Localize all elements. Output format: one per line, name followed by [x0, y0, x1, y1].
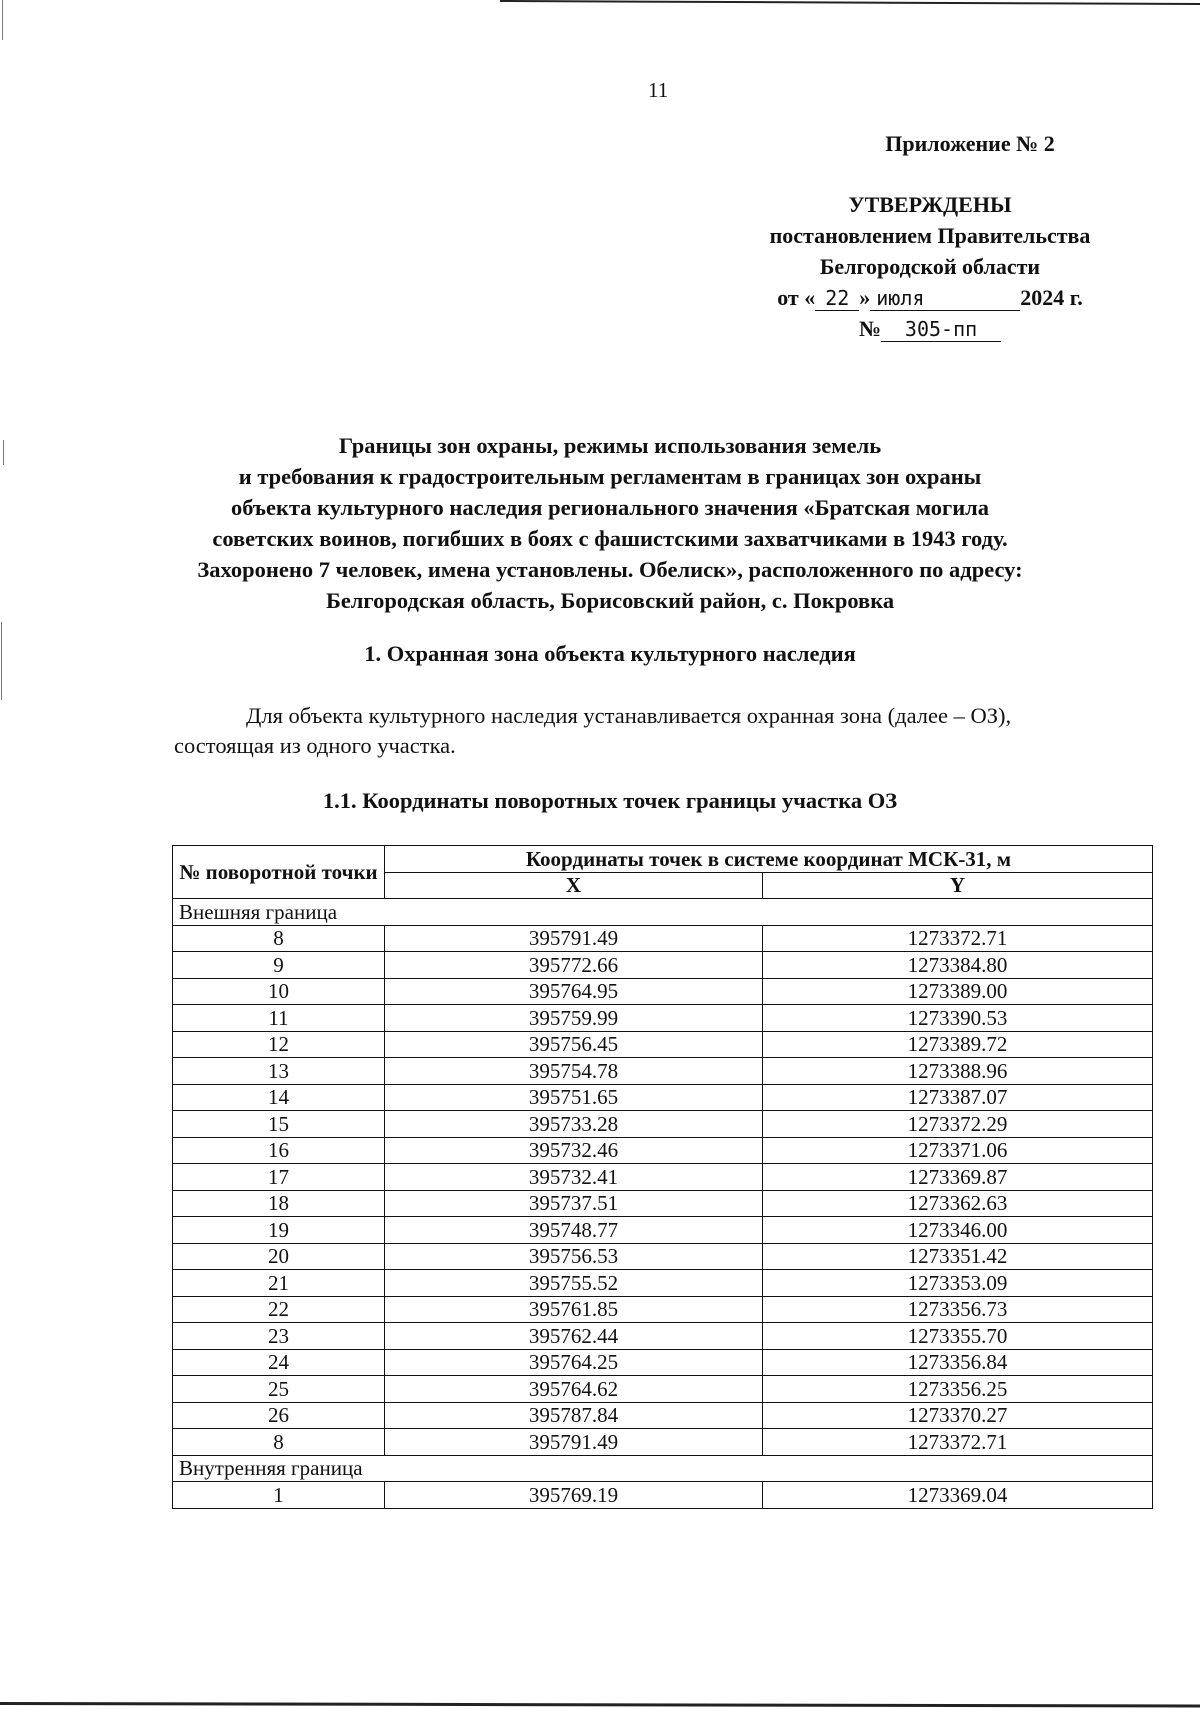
cell-point: 15: [173, 1111, 385, 1138]
cell-point: 8: [173, 1429, 385, 1456]
group-outer-boundary: Внешняя граница: [173, 899, 1153, 926]
cell-y: 1273369.87: [763, 1164, 1153, 1191]
table-row: [173, 925, 1153, 952]
table-row: [173, 1058, 1153, 1085]
table-row: [173, 952, 1153, 979]
group-inner-boundary: Внутренняя граница: [173, 1455, 1153, 1482]
table-row: [173, 1031, 1153, 1058]
table-row: [173, 1243, 1153, 1270]
cell-x: 395761.85: [385, 1296, 763, 1323]
table-row: [173, 1296, 1153, 1323]
title-line: объекта культурного наследия регионального значения «Братская могила: [230, 495, 990, 520]
scan-left-mark-3: [1, 622, 2, 700]
cell-x: 395756.45: [385, 1031, 763, 1058]
title-line: Границы зон охраны, режимы использования земель: [338, 433, 882, 458]
cell-x: 395769.19: [385, 1482, 763, 1509]
cell-x: 395772.66: [385, 952, 763, 979]
table-row: [173, 1482, 1153, 1509]
date-mid: »: [859, 285, 871, 310]
scan-bottom-edge-line: [0, 1702, 1200, 1708]
cell-point: 21: [173, 1270, 385, 1297]
cell-point: 11: [173, 1005, 385, 1032]
cell-point: 22: [173, 1296, 385, 1323]
approval-line-1: постановлением Правительства: [769, 223, 1091, 248]
title-line: советских воинов, погибших в боях с фашистскими захватчиками в 1943 году.: [212, 526, 1008, 551]
cell-point: 18: [173, 1190, 385, 1217]
cell-x: 395751.65: [385, 1084, 763, 1111]
cell-x: 395754.78: [385, 1058, 763, 1085]
table-row: [173, 1137, 1153, 1164]
cell-x: 395733.28: [385, 1111, 763, 1138]
cell-y: 1273369.04: [763, 1482, 1153, 1509]
header-coordinates: Координаты точек в системе координат МСК-31, м: [385, 846, 1153, 873]
scan-left-mark-1: [2, 0, 3, 40]
table-row: [173, 1111, 1153, 1138]
cell-x: 395732.41: [385, 1164, 763, 1191]
approval-date: [720, 282, 1140, 313]
cell-y: 1273388.96: [763, 1058, 1153, 1085]
table-row: [173, 1217, 1153, 1244]
cell-y: 1273356.73: [763, 1296, 1153, 1323]
cell-x: 395791.49: [385, 925, 763, 952]
cell-point: 20: [173, 1243, 385, 1270]
cell-point: 12: [173, 1031, 385, 1058]
table-row: [173, 1402, 1153, 1429]
cell-y: 1273389.72: [763, 1031, 1153, 1058]
cell-x: 395764.62: [385, 1376, 763, 1403]
cell-y: 1273356.25: [763, 1376, 1153, 1403]
table-row: [173, 1376, 1153, 1403]
cell-y: 1273384.80: [763, 952, 1153, 979]
cell-x: 395762.44: [385, 1323, 763, 1350]
cell-x: 395756.53: [385, 1243, 763, 1270]
cell-y: 1273387.07: [763, 1084, 1153, 1111]
approved-heading: УТВЕРЖДЕНЫ: [848, 192, 1012, 217]
cell-point: 16: [173, 1137, 385, 1164]
appendix-label: Приложение № 2: [885, 131, 1055, 156]
cell-point: 14: [173, 1084, 385, 1111]
header-y: Y: [763, 872, 1153, 899]
approval-number: [720, 313, 1140, 344]
table-row: [173, 1429, 1153, 1456]
cell-point: 8: [173, 925, 385, 952]
cell-x: 395732.46: [385, 1137, 763, 1164]
cell-point: 13: [173, 1058, 385, 1085]
cell-y: 1273372.29: [763, 1111, 1153, 1138]
cell-x: 395787.84: [385, 1402, 763, 1429]
section-1-1-heading: 1.1. Координаты поворотных точек границы участка ОЗ: [322, 788, 898, 813]
table-row: [173, 1270, 1153, 1297]
cell-y: 1273362.63: [763, 1190, 1153, 1217]
cell-point: 10: [173, 978, 385, 1005]
cell-point: 9: [173, 952, 385, 979]
document-title: [150, 430, 1070, 616]
title-line: и требования к градостроительным регламентам в границах зон охраны: [238, 464, 982, 489]
cell-point: 1: [173, 1482, 385, 1509]
cell-point: 17: [173, 1164, 385, 1191]
document-number: 305-пп: [881, 317, 1001, 342]
cell-x: 395755.52: [385, 1270, 763, 1297]
cell-x: 395764.25: [385, 1349, 763, 1376]
cell-y: 1273372.71: [763, 925, 1153, 952]
scan-left-mark-2: [3, 440, 4, 465]
date-year: 2024 г.: [1020, 285, 1083, 310]
cell-y: 1273372.71: [763, 1429, 1153, 1456]
date-day: 22: [815, 286, 859, 311]
cell-x: 395764.95: [385, 978, 763, 1005]
cell-point: 19: [173, 1217, 385, 1244]
section-1-heading: 1. Охранная зона объекта культурного наследия: [364, 641, 856, 666]
approval-block: [720, 128, 1140, 344]
table-row: [173, 1323, 1153, 1350]
cell-x: 395748.77: [385, 1217, 763, 1244]
header-point-number: № поворотной точки: [173, 846, 385, 899]
date-month: июля: [870, 286, 1020, 311]
cell-point: 26: [173, 1402, 385, 1429]
cell-x: 395737.51: [385, 1190, 763, 1217]
cell-point: 25: [173, 1376, 385, 1403]
table-row: [173, 1190, 1153, 1217]
cell-y: 1273346.00: [763, 1217, 1153, 1244]
paragraph-line-1: Для объекта культурного наследия устанавливается охранная зона (далее – ОЗ),: [246, 703, 1012, 728]
cell-x: 395759.99: [385, 1005, 763, 1032]
approval-line-2: Белгородской области: [819, 254, 1041, 279]
cell-y: 1273355.70: [763, 1323, 1153, 1350]
number-prefix: №: [858, 316, 882, 341]
table-row: [173, 1164, 1153, 1191]
cell-point: 23: [173, 1323, 385, 1350]
title-line: Захоронено 7 человек, имена установлены. Обелиск», расположенного по адресу:: [197, 557, 1023, 582]
cell-y: 1273390.53: [763, 1005, 1153, 1032]
section-1-paragraph: [174, 701, 1154, 761]
date-prefix: от «: [777, 285, 816, 310]
title-line: Белгородская область, Борисовский район, с. Покровка: [325, 588, 895, 613]
header-x: X: [385, 872, 763, 899]
table-row: [173, 1005, 1153, 1032]
cell-y: 1273389.00: [763, 978, 1153, 1005]
table-row: [173, 978, 1153, 1005]
cell-y: 1273370.27: [763, 1402, 1153, 1429]
coordinates-table: [172, 845, 1153, 1509]
scan-top-edge-line: [500, 0, 1200, 5]
cell-x: 395791.49: [385, 1429, 763, 1456]
cell-y: 1273351.42: [763, 1243, 1153, 1270]
cell-y: 1273371.06: [763, 1137, 1153, 1164]
table-row: [173, 1084, 1153, 1111]
paragraph-line-2: состоящая из одного участка.: [174, 733, 456, 758]
page-number: 11: [648, 78, 669, 102]
cell-y: 1273353.09: [763, 1270, 1153, 1297]
table-row: [173, 1349, 1153, 1376]
cell-y: 1273356.84: [763, 1349, 1153, 1376]
cell-point: 24: [173, 1349, 385, 1376]
